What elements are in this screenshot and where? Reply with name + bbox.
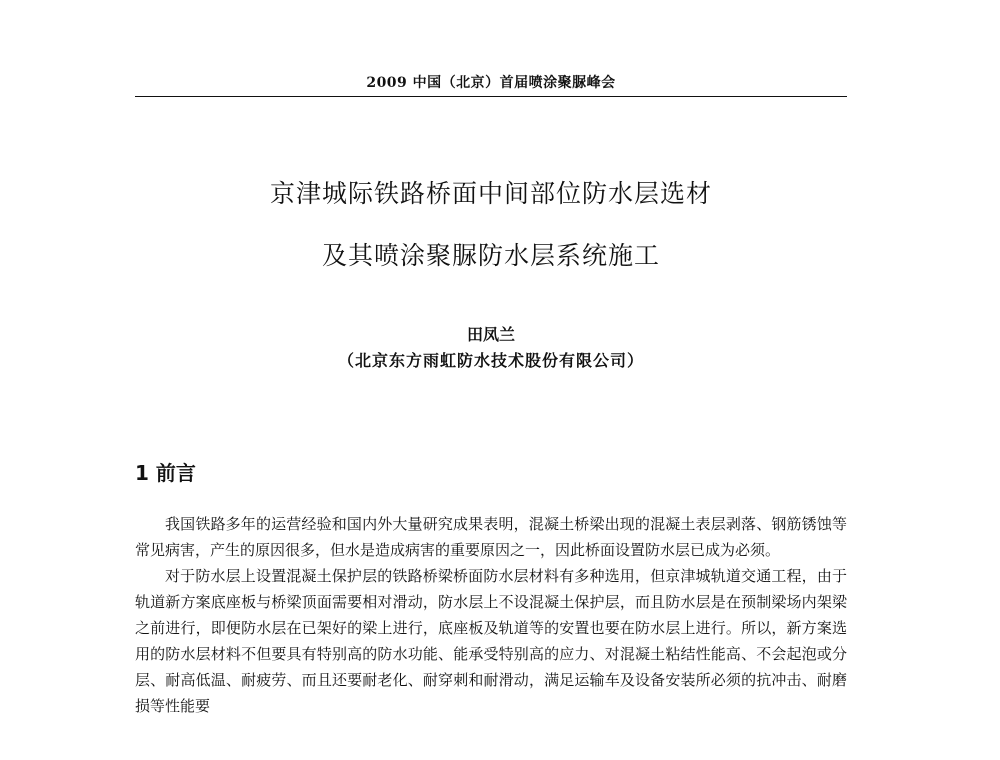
section-heading-introduction: 1 前言 [135,461,196,485]
section-body [135,511,847,719]
author-name: 田凤兰 [466,325,515,344]
article-title-line-1: 京津城际铁路桥面中间部位防水层选材 [269,179,712,208]
author-affiliation: （北京东方雨虹防水技术股份有限公司） [337,351,644,370]
running-header: 2009 中国（北京）首届喷涂聚脲峰会 [366,75,616,91]
paragraph: 对于防水层上设置混凝土保护层的铁路桥梁桥面防水层材料有多种选用，但京津城轨道交通工程，由于轨道新方案底座板与桥梁顶面需要相对滑动，防水层上不设混凝土保护层，而且防水层是在预制梁场内架梁之前进行，即便防水层在已架好的梁上进行，底座板及轨道等的安置也要在防水层上进行。所以，新方案选用的防水层材料不但要具有特别高的防水功能、能承受特别高的应力、对混凝土粘结性能高、不会起泡或分层、耐高低温、耐疲劳、而且还要耐老化、耐穿刺和耐滑动，满足运输车及设备安装所必须的抗冲击、耐磨损等性能要 [135,567,847,715]
article-title-line-2: 及其喷涂聚脲防水层系统施工 [321,241,660,270]
paragraph: 我国铁路多年的运营经验和国内外大量研究成果表明，混凝土桥梁出现的混凝土表层剥落、钢筋锈蚀等常见病害，产生的原因很多，但水是造成病害的重要原因之一，因此桥面设置防水层已成为必须。 [135,515,847,559]
header-rule [135,96,847,97]
